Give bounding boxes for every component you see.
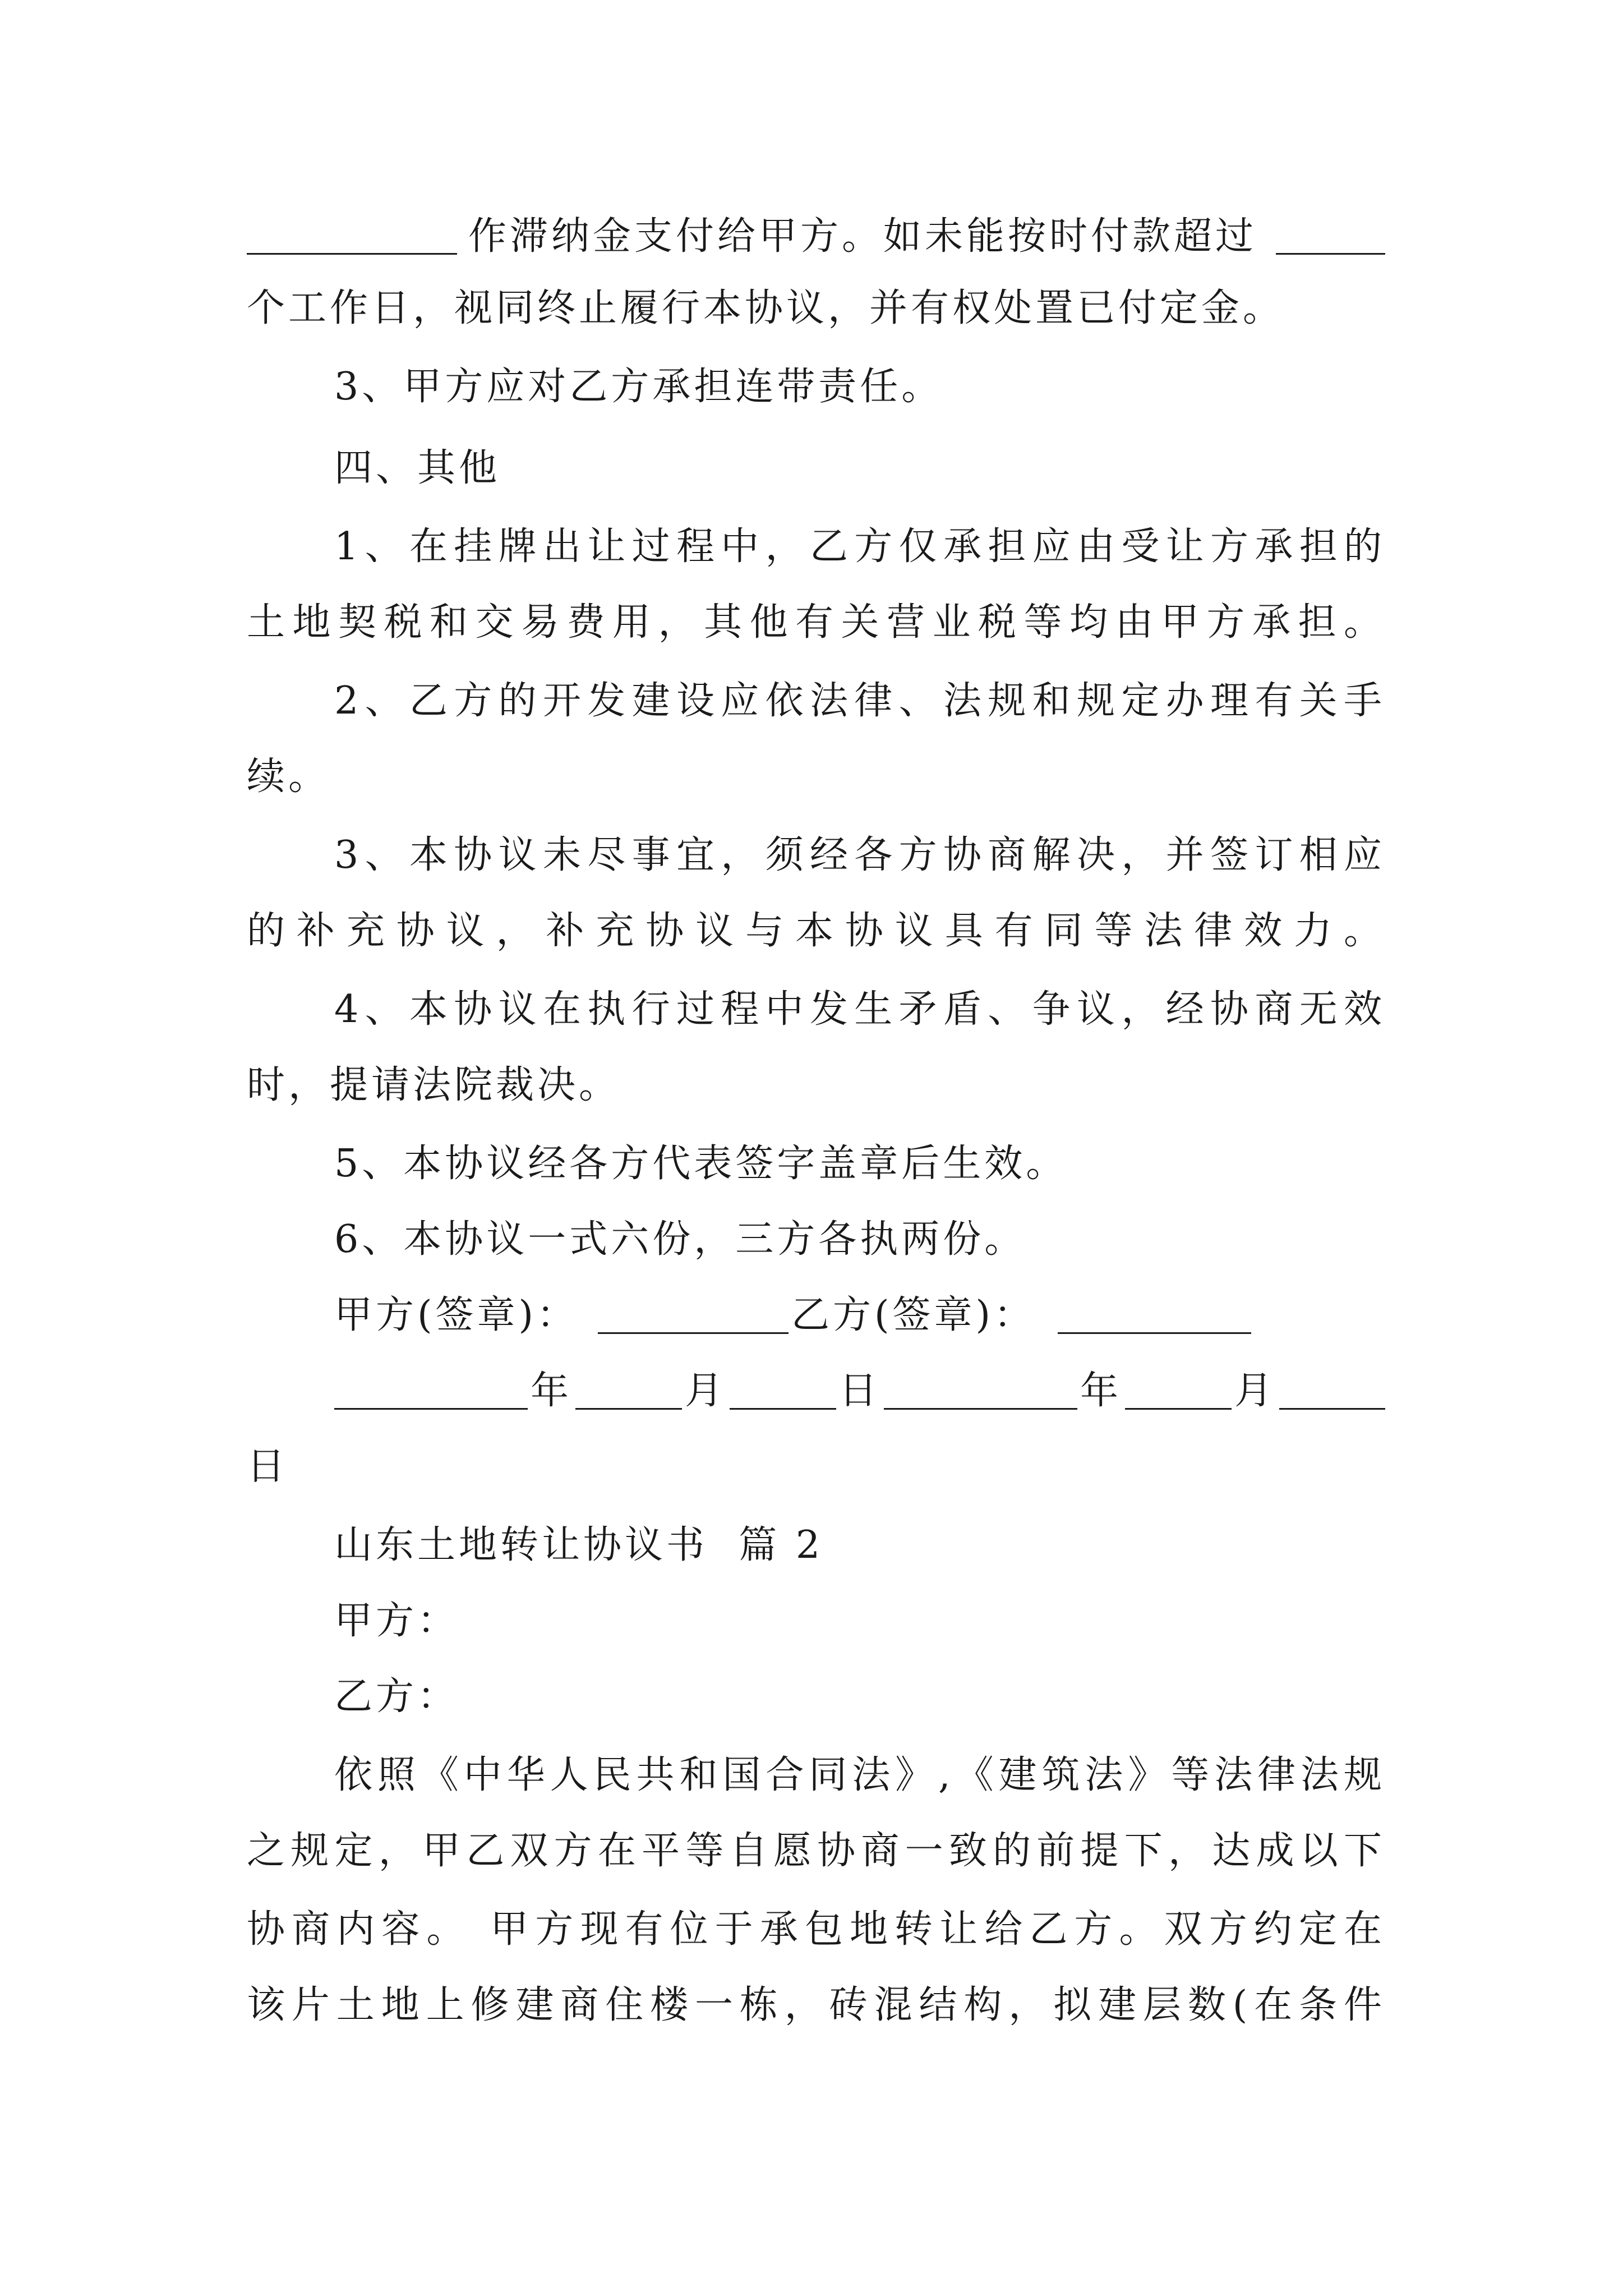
year-blank bbox=[334, 1408, 528, 1410]
year-blank-2 bbox=[884, 1408, 1077, 1410]
party-a-signature-label: 甲方(签章)： bbox=[334, 1293, 579, 1337]
text-segment: 作滞纳金支付给甲方。如未能按时付款超过 bbox=[468, 214, 1257, 259]
section-heading: 四、其他 bbox=[334, 446, 501, 490]
text-line: 该片土地上修建商住楼一栋，砖混结构，拟建层数(在条件 bbox=[247, 1983, 1385, 2027]
party-a-label: 甲方： bbox=[334, 1599, 459, 1643]
text-line: 协商内容。 甲方现有位于承包地转让给乙方。双方约定在 bbox=[247, 1907, 1385, 1952]
text-line: 土地契税和交易费用，其他有关营业税等均由甲方承担。 bbox=[247, 600, 1385, 645]
text-line: 1、在挂牌出让过程中，乙方仅承担应由受让方承担的 bbox=[334, 524, 1385, 569]
text-line bbox=[247, 209, 1385, 265]
year-label: 年 bbox=[531, 1369, 573, 1413]
party-b-signature-label: 乙方(签章)： bbox=[791, 1293, 1036, 1337]
section-title: 山东土地转让协议书 篇 2 bbox=[334, 1523, 824, 1567]
date-line bbox=[334, 1363, 1385, 1419]
text-line: 2、乙方的开发建设应依法律、法规和规定办理有关手 bbox=[334, 679, 1385, 723]
party-a-signature-blank bbox=[598, 1332, 789, 1334]
text-line: 6、本协议一式六份，三方各执两份。 bbox=[334, 1217, 1026, 1262]
month-label: 月 bbox=[685, 1369, 727, 1413]
day-label: 日 bbox=[839, 1369, 881, 1413]
text-line: 3、甲方应对乙方承担连带责任。 bbox=[334, 365, 943, 409]
day-blank bbox=[730, 1408, 836, 1410]
text-line: 4、本协议在执行过程中发生矛盾、争议，经协商无效 bbox=[334, 987, 1385, 1032]
text-line: 续。 bbox=[247, 754, 330, 799]
blank-field bbox=[247, 253, 457, 255]
party-b-signature-blank bbox=[1058, 1332, 1251, 1334]
signature-line bbox=[334, 1287, 1385, 1343]
year-label-2: 年 bbox=[1080, 1369, 1122, 1413]
text-line: 的补充协议，补充协议与本协议具有同等法律效力。 bbox=[247, 909, 1385, 953]
month-blank-2 bbox=[1125, 1408, 1232, 1410]
text-line: 时，提请法院裁决。 bbox=[247, 1063, 621, 1107]
month-blank bbox=[575, 1408, 682, 1410]
text-line: 3、本协议未尽事宜，须经各方协商解决，并签订相应 bbox=[334, 833, 1385, 877]
text-line: 依照《中华人民共和国合同法》,《建筑法》等法律法规 bbox=[334, 1753, 1385, 1797]
text-line: 日 bbox=[247, 1444, 289, 1489]
day-blank-2 bbox=[1279, 1408, 1385, 1410]
text-line: 之规定，甲乙双方在平等自愿协商一致的前提下，达成以下 bbox=[247, 1829, 1385, 1873]
month-label-2: 月 bbox=[1234, 1369, 1276, 1413]
party-b-label: 乙方： bbox=[334, 1674, 459, 1719]
text-line: 5、本协议经各方代表签字盖章后生效。 bbox=[334, 1142, 1068, 1186]
blank-field bbox=[1276, 253, 1385, 255]
text-line: 个工作日，视同终止履行本协议，并有权处置已付定金。 bbox=[247, 286, 1285, 330]
